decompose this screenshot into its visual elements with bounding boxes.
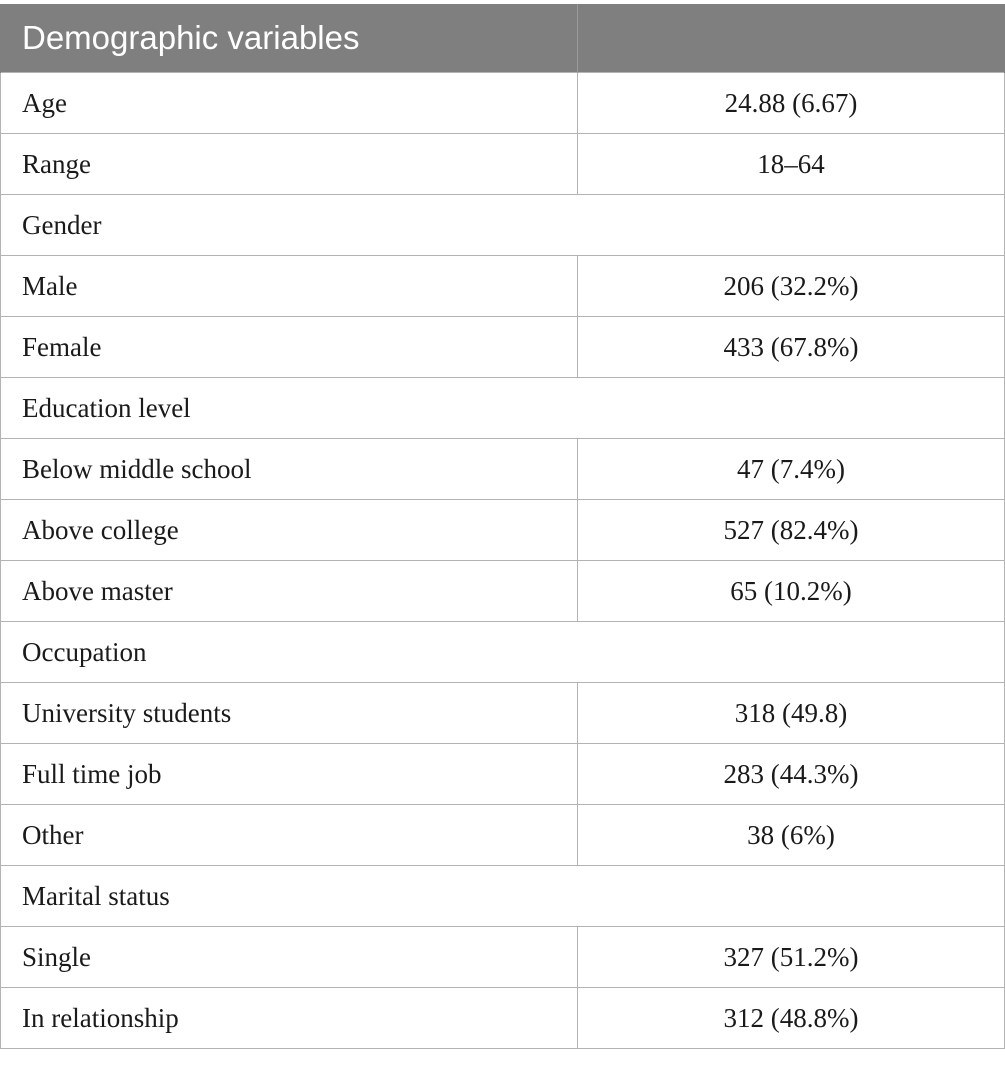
variable-label-cell: Single [1,927,578,988]
table-section-row [1,622,1005,683]
demographics-table-container [0,4,1004,1049]
section-label-cell: Gender [1,195,1005,256]
variable-value-cell: 283 (44.3%) [578,744,1005,805]
table-row [1,683,1005,744]
variable-label-cell: In relationship [1,988,578,1049]
variable-value-cell: 312 (48.8%) [578,988,1005,1049]
variable-value-cell: 38 (6%) [578,805,1005,866]
table-header-row [1,4,1005,73]
variable-label-cell: Full time job [1,744,578,805]
table-row [1,500,1005,561]
variable-value-cell: 433 (67.8%) [578,317,1005,378]
variable-label-cell: Other [1,805,578,866]
variable-value-cell: 206 (32.2%) [578,256,1005,317]
table-row [1,134,1005,195]
table-row [1,561,1005,622]
table-row [1,317,1005,378]
variable-label-cell: Male [1,256,578,317]
demographics-table [0,4,1005,1049]
table-row [1,988,1005,1049]
section-label-cell: Marital status [1,866,1005,927]
table-row [1,256,1005,317]
table-section-row [1,378,1005,439]
variable-label-cell: Below middle school [1,439,578,500]
table-row [1,744,1005,805]
variable-label-cell: Above master [1,561,578,622]
variable-label-cell: Range [1,134,578,195]
variable-label-cell: Age [1,73,578,134]
variable-label-cell: University students [1,683,578,744]
table-body [1,73,1005,1049]
section-label-cell: Education level [1,378,1005,439]
variable-value-cell: 24.88 (6.67) [578,73,1005,134]
table-row [1,805,1005,866]
variable-value-cell: 18–64 [578,134,1005,195]
variable-label-cell: Female [1,317,578,378]
variable-value-cell: 47 (7.4%) [578,439,1005,500]
table-row [1,73,1005,134]
table-section-row [1,866,1005,927]
variable-value-cell: 527 (82.4%) [578,500,1005,561]
variable-label-cell: Above college [1,500,578,561]
table-row [1,927,1005,988]
variable-value-cell: 318 (49.8) [578,683,1005,744]
table-row [1,439,1005,500]
header-cell-values [578,4,1005,73]
variable-value-cell: 65 (10.2%) [578,561,1005,622]
variable-value-cell: 327 (51.2%) [578,927,1005,988]
section-label-cell: Occupation [1,622,1005,683]
table-section-row [1,195,1005,256]
header-cell-variables: Demographic variables [1,4,578,73]
